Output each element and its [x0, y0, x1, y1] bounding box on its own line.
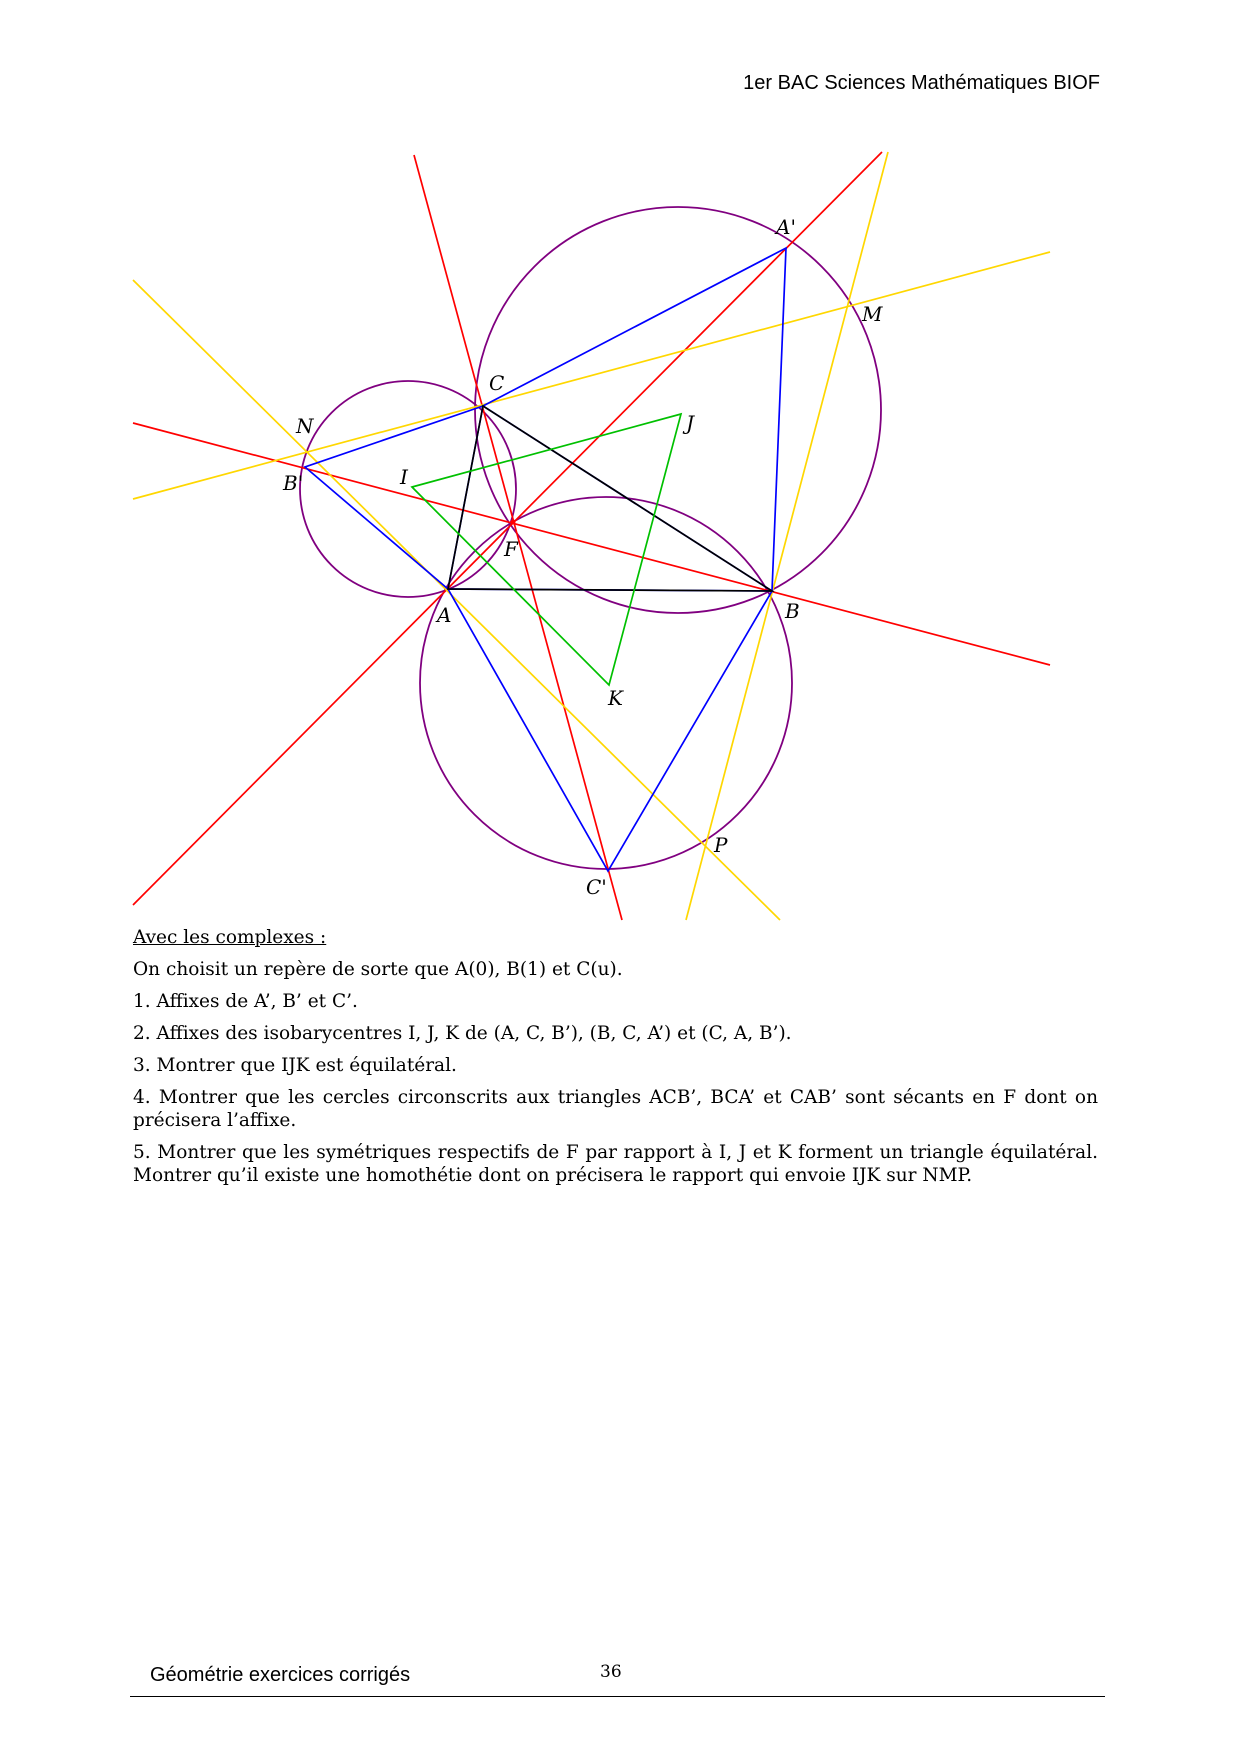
label-C: C	[489, 371, 505, 395]
line-NP	[133, 280, 780, 920]
question-4: 4. Montrer que les cercles circonscrits aux triangles ACB’, BCA’ et CAB’ sont sécants en F dont on précisera l’affixe.	[133, 1087, 1098, 1131]
question-5: 5. Montrer que les symétriques respectifs de F par rapport à I, J et K forment un triangle équilatéral. Montrer qu’il existe une homothétie dont on précisera le rapport qui envoie IJK sur NMP.	[133, 1142, 1098, 1186]
label-F: F	[504, 537, 518, 561]
question-2: 2. Affixes des isobarycentres I, J, K de (A, C, B’), (B, C, A’) et (C, A, B’).	[133, 1023, 792, 1044]
label-I: I	[400, 465, 408, 489]
lines-through-F	[133, 152, 1050, 920]
label-J: J	[686, 411, 695, 435]
label-C-prime: C'	[586, 875, 607, 899]
line-C-C-prime	[414, 155, 622, 920]
label-B: B	[785, 599, 800, 623]
label-A-prime: A'	[776, 215, 796, 239]
point-F	[511, 520, 516, 525]
footer-title: Géométrie exercices corrigés	[150, 1664, 411, 1686]
intro-line: On choisit un repère de sorte que A(0), B(1) et C(u).	[133, 959, 623, 980]
label-P: P	[714, 833, 728, 857]
label-A: A	[437, 603, 452, 627]
question-3: 3. Montrer que IJK est équilatéral.	[133, 1055, 457, 1076]
question-1: 1. Affixes de A’, B’ et C’.	[133, 991, 358, 1012]
triangle-A-B-C-prime	[448, 589, 772, 871]
section-title: Avec les complexes :	[133, 927, 327, 948]
line-B-prime-B	[133, 423, 1050, 665]
triangle-B-C-A-prime	[483, 248, 786, 591]
footer-rule	[130, 1696, 1105, 1697]
line-MP	[686, 152, 888, 920]
label-B-prime: B'	[283, 471, 304, 495]
line-A-A-prime	[133, 152, 882, 905]
line-NM	[133, 252, 1050, 499]
page-header: 1er BAC Sciences Mathématiques BIOF	[743, 72, 1100, 94]
label-K: K	[608, 686, 623, 710]
label-M: M	[862, 302, 883, 326]
exercise-text	[133, 926, 1098, 1196]
triangle-A-C-B-prime	[305, 406, 483, 589]
label-N: N	[296, 414, 314, 438]
equilateral-triangles	[305, 248, 786, 871]
page-number: 36	[600, 1662, 622, 1682]
